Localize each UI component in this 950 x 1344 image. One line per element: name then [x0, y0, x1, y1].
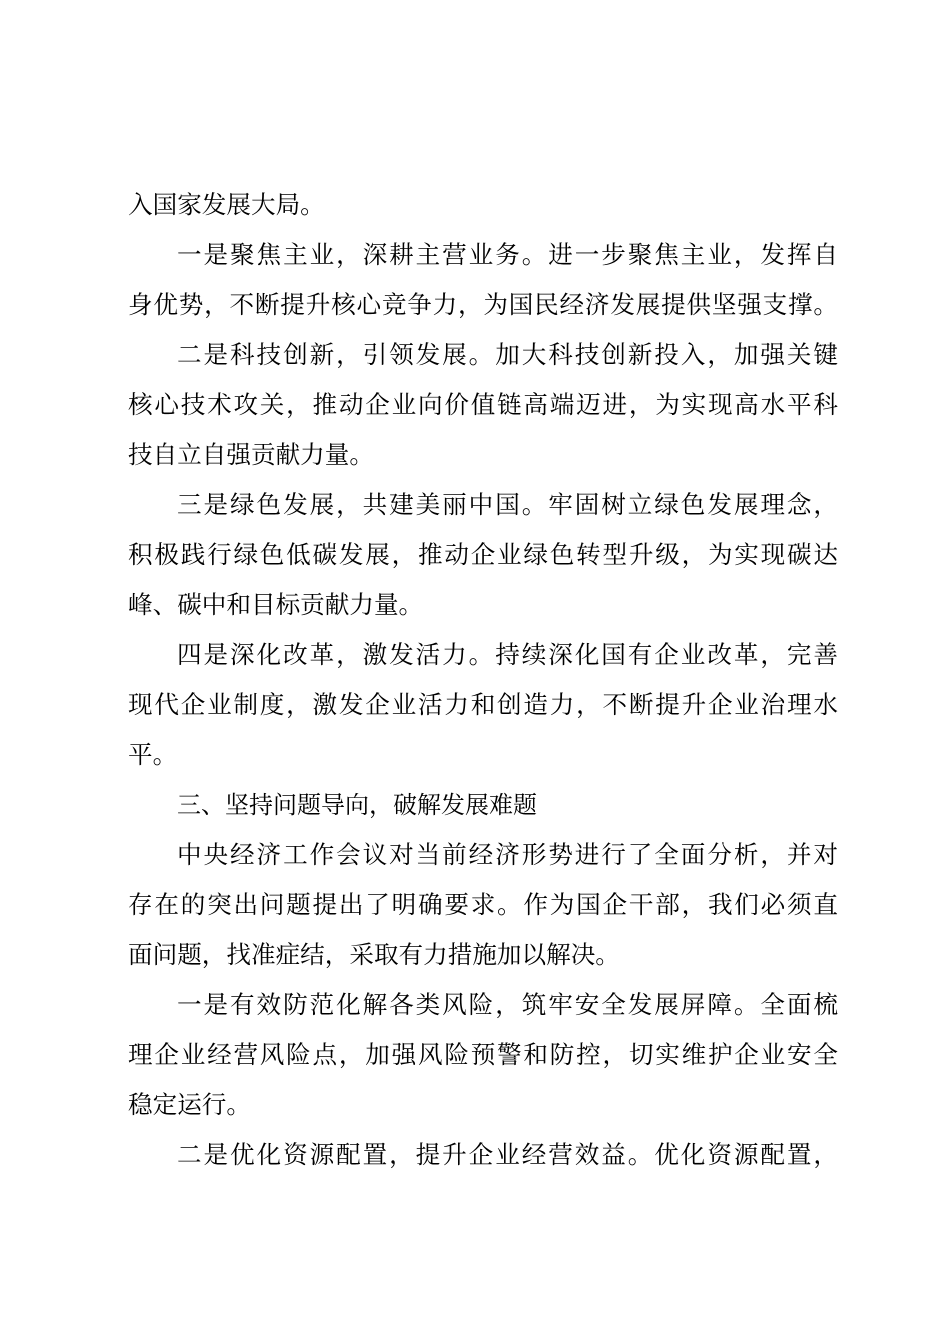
paragraph-line: 入国家发展大局。 — [128, 190, 325, 219]
paragraph-line: 二是科技创新，引领发展。加大科技创新投入，加强关键 — [177, 340, 838, 369]
paragraph-line: 三是绿色发展，共建美丽中国。牢固树立绿色发展理念， — [177, 490, 838, 519]
section-heading: 三、坚持问题导向，破解发展难题 — [177, 791, 537, 819]
paragraph-line: 技自立自强贡献力量。 — [128, 440, 374, 469]
paragraph-line: 面问题，找准症结，采取有力措施加以解决。 — [128, 940, 620, 969]
paragraph-line: 核心技术攻关，推动企业向价值链高端迈进，为实现高水平科 — [128, 390, 838, 419]
paragraph-line: 存在的突出问题提出了明确要求。作为国企干部，我们必须直 — [128, 890, 838, 919]
paragraph-line: 理企业经营风险点，加强风险预警和防控，切实维护企业安全 — [128, 1040, 838, 1069]
paragraph-line: 峰、碳中和目标贡献力量。 — [128, 590, 424, 619]
paragraph-line: 四是深化改革，激发活力。持续深化国有企业改革，完善 — [177, 640, 838, 669]
paragraph-line: 积极践行绿色低碳发展，推动企业绿色转型升级，为实现碳达 — [128, 540, 838, 569]
paragraph-line: 二是优化资源配置，提升企业经营效益。优化资源配置， — [177, 1140, 838, 1169]
paragraph-line: 一是聚焦主业，深耕主营业务。进一步聚焦主业，发挥自 — [177, 240, 838, 269]
paragraph-line: 身优势，不断提升核心竞争力，为国民经济发展提供坚强支撑。 — [128, 290, 838, 319]
paragraph-line: 现代企业制度，激发企业活力和创造力，不断提升企业治理水 — [128, 690, 838, 719]
paragraph-line: 稳定运行。 — [128, 1090, 251, 1119]
paragraph-line: 一是有效防范化解各类风险，筑牢安全发展屏障。全面梳 — [177, 990, 838, 1019]
paragraph-line: 平。 — [128, 740, 178, 769]
paragraph-line: 中央经济工作会议对当前经济形势进行了全面分析，并对 — [177, 840, 838, 869]
